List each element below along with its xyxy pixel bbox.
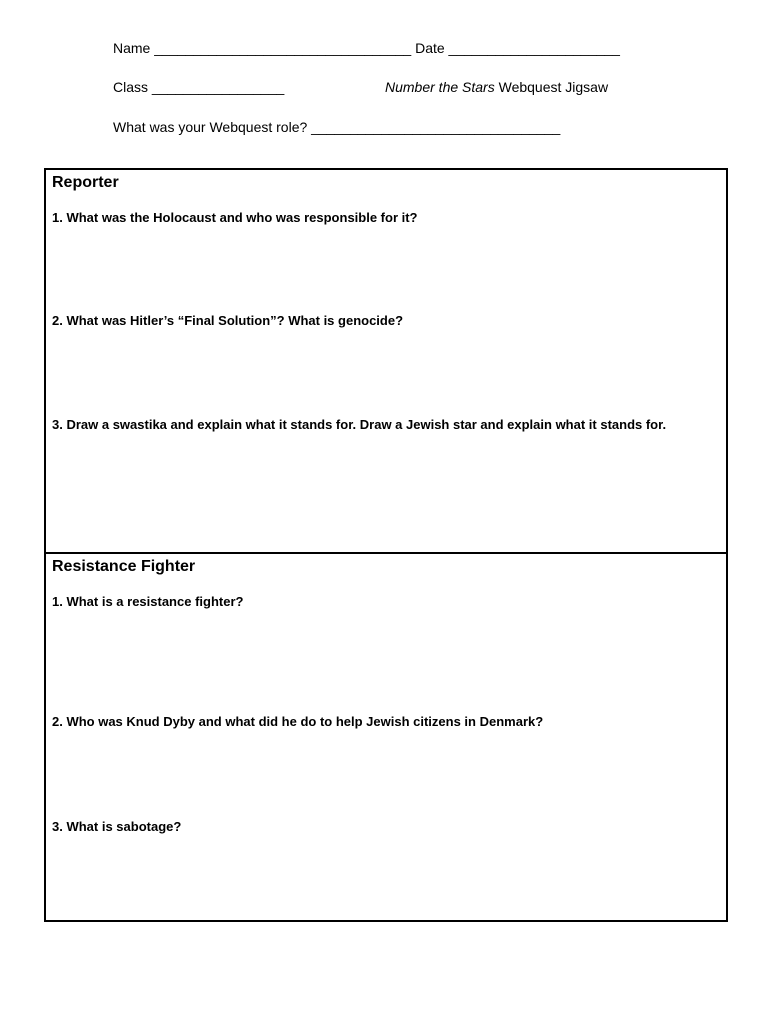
- question: 1. What was the Holocaust and who was responsible for it?: [52, 210, 418, 225]
- worksheet-title: [385, 78, 608, 96]
- section-title: Reporter: [52, 174, 119, 191]
- class-line: [113, 78, 284, 96]
- worksheet-title-rest: Webquest Jigsaw: [494, 79, 609, 95]
- question: 2. Who was Knud Dyby and what did he do to help Jewish citizens in Denmark?: [52, 714, 544, 729]
- role-question: What was your Webquest role?: [113, 119, 308, 135]
- name-field[interactable]: _________________________________: [150, 40, 412, 56]
- book-title: Number the Stars: [385, 79, 495, 95]
- question: 3. Draw a swastika and explain what it stands for. Draw a Jewish star and explain what it stands for.: [52, 417, 667, 432]
- name-label: Name: [113, 40, 151, 56]
- date-label: Date: [411, 40, 445, 56]
- date-field[interactable]: ______________________: [444, 40, 620, 56]
- role-field[interactable]: ________________________________: [307, 119, 561, 135]
- section-title: Resistance Fighter: [52, 558, 196, 575]
- name-date-line: [113, 39, 620, 57]
- class-field[interactable]: _________________: [148, 79, 285, 95]
- class-label: Class: [113, 79, 149, 95]
- question: 3. What is sabotage?: [52, 819, 182, 834]
- resistance-fighter-section: [44, 552, 728, 922]
- question: 2. What was Hitler’s “Final Solution”? What is genocide?: [52, 313, 404, 328]
- role-line: [113, 118, 560, 136]
- reporter-section: [44, 168, 728, 554]
- question: 1. What is a resistance fighter?: [52, 594, 244, 609]
